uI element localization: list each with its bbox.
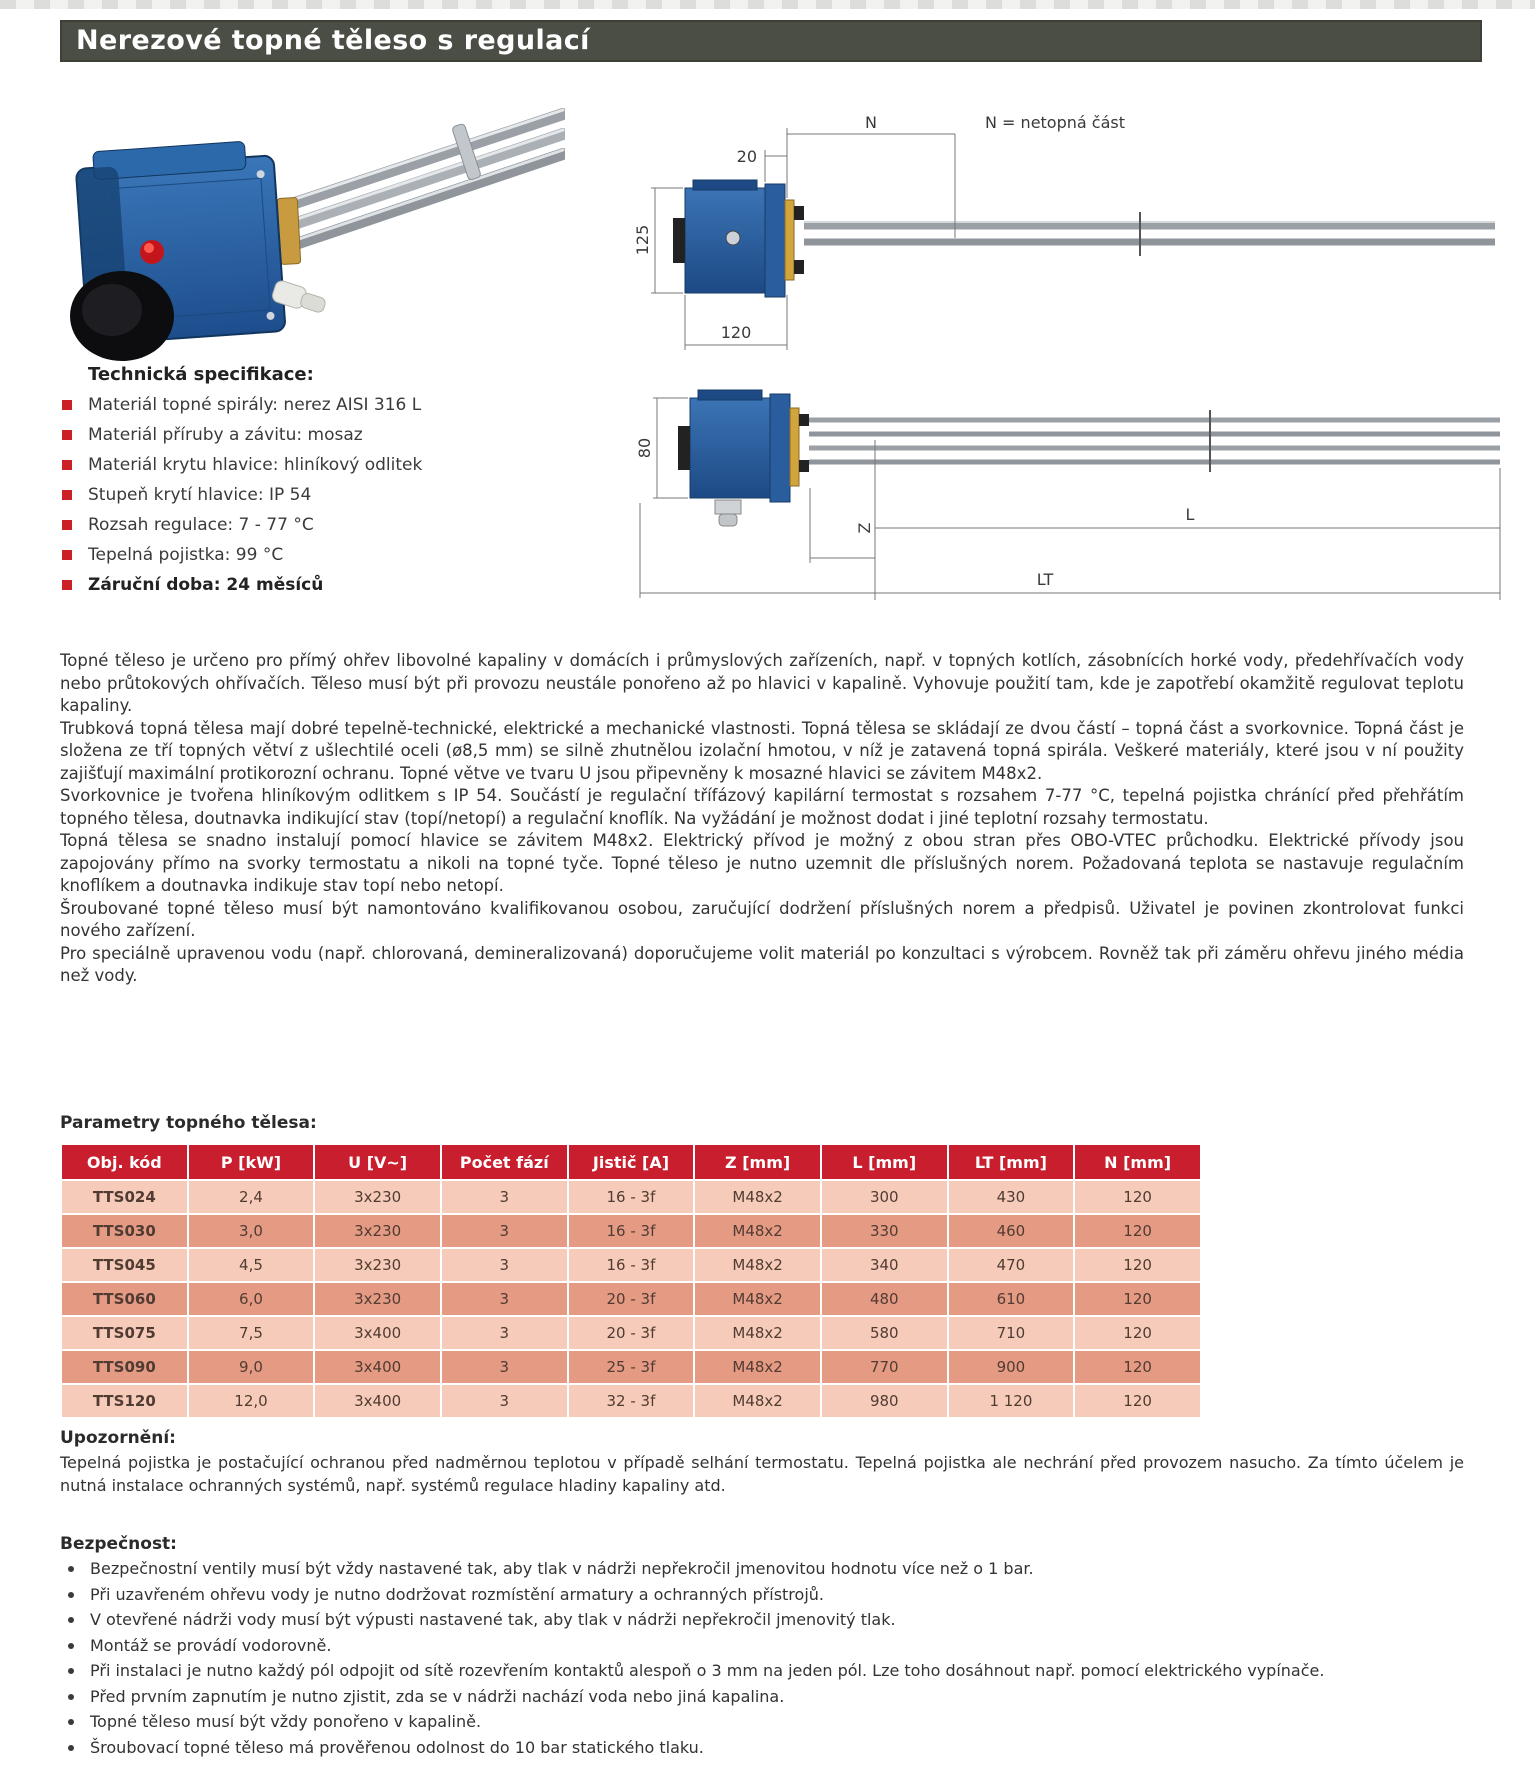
table-cell: 430 [949, 1181, 1074, 1213]
table-cell: 25 - 3f [569, 1351, 694, 1383]
bullet-dot-icon [68, 1694, 74, 1700]
table-cell: 120 [1075, 1283, 1200, 1315]
bullet-dot-icon [68, 1719, 74, 1725]
safety-item-text: Montáž se provádí vodorovně. [90, 1635, 332, 1655]
bullet-square-icon [62, 580, 72, 590]
spec-item-text: Záruční doba: 24 měsíců [88, 575, 324, 595]
table-row [62, 1351, 1200, 1383]
description-paragraph: Trubková topná tělesa mají dobré tepelně-technické, elektrické a mechanické vlastnosti. Topná tělesa se skládají ze dvou částí – topná část a svorkovnice. Topná část je složena ze tří topných větví z ušlechtilé oceli (ø8,5 mm) se silně zhutnělou izolační hmotou, v níž je zatavená topná spirála. Veškeré materiály, které jsou v ní použity zajišťují maximální protikorozní ochranu. Topné větve ve tvaru U jsou připevněny k mosazné hlavici se závitem M48x2. [60, 718, 1464, 783]
table-cell: 3 [442, 1283, 567, 1315]
bullet-dot-icon [68, 1668, 74, 1674]
table-cell: TTS090 [62, 1351, 187, 1383]
table-cell: TTS120 [62, 1385, 187, 1417]
table-cell: 3 [442, 1317, 567, 1349]
bullet-dot-icon [68, 1643, 74, 1649]
safety-item-text: Topné těleso musí být vždy ponořeno v kapalině. [90, 1712, 482, 1731]
table-cell: 3x400 [315, 1351, 440, 1383]
spec-item-text: Stupeň krytí hlavice: IP 54 [88, 485, 312, 505]
table-cell: M48x2 [695, 1385, 820, 1417]
bullet-dot-icon [68, 1617, 74, 1623]
safety-heading: Bezpečnost: [60, 1534, 177, 1554]
dim-l-label: L [1185, 505, 1195, 524]
table-cell: 16 - 3f [569, 1249, 694, 1281]
table-cell: 120 [1075, 1351, 1200, 1383]
spec-item [62, 455, 562, 476]
table-cell: 480 [822, 1283, 947, 1315]
table-cell: 16 - 3f [569, 1215, 694, 1247]
table-header-cell: U [V~] [315, 1145, 440, 1179]
safety-item-text: V otevřené nádrži vody musí být výpusti nastavené tak, aby tlak v nádrži nepřekročil jmenovitý tlak. [90, 1610, 896, 1629]
table-cell: 3,0 [189, 1215, 314, 1247]
table-header-cell: Obj. kód [62, 1145, 187, 1179]
table-cell: M48x2 [695, 1283, 820, 1315]
dim-120-label: 120 [720, 323, 752, 342]
table-cell: 330 [822, 1215, 947, 1247]
table-cell: 9,0 [189, 1351, 314, 1383]
safety-item [60, 1737, 1464, 1760]
dim-125-label: 125 [633, 224, 652, 256]
table-cell: TTS060 [62, 1283, 187, 1315]
table-row [62, 1215, 1200, 1247]
drawing-view-bottom [678, 390, 1500, 526]
description-paragraph: Topné těleso je určeno pro přímý ohřev libovolné kapaliny v domácích i průmyslových zařízeních, např. v topných kotlích, zásobnících horké vody, předehřívačích vody nebo průtokových ohřívačích. Těleso musí být při provozu neustále ponořeno až po hlavici v kapalině. Vyhovuje použití tam, kde je zapotřebí okamžitě regulovat teplotu kapaliny. [60, 651, 1464, 715]
params-table [60, 1143, 1202, 1419]
bullet-square-icon [62, 520, 72, 530]
safety-item [60, 1711, 1464, 1734]
bullet-dot-icon [68, 1745, 74, 1751]
table-cell: 3x400 [315, 1385, 440, 1417]
table-cell: 3x230 [315, 1249, 440, 1281]
table-cell: 3 [442, 1385, 567, 1417]
table-cell: 3 [442, 1181, 567, 1213]
table-cell: 3 [442, 1249, 567, 1281]
safety-section [60, 1534, 1464, 1762]
dim-z-label: Z [855, 522, 874, 534]
table-cell: 20 - 3f [569, 1317, 694, 1349]
table-cell: 12,0 [189, 1385, 314, 1417]
table-cell: 120 [1075, 1215, 1200, 1247]
bullet-square-icon [62, 490, 72, 500]
drawing-view-top [673, 180, 1495, 297]
safety-list [60, 1558, 1464, 1759]
table-cell: 980 [822, 1385, 947, 1417]
table-cell: 120 [1075, 1385, 1200, 1417]
page-title: Nerezové topné těleso s regulací [60, 20, 1482, 62]
indicator-light-icon [140, 240, 164, 264]
table-cell: 3 [442, 1351, 567, 1383]
table-header-cell: L [mm] [822, 1145, 947, 1179]
spec-section [62, 364, 562, 605]
table-cell: 1 120 [949, 1385, 1074, 1417]
table-cell: 6,0 [189, 1283, 314, 1315]
table-cell: 770 [822, 1351, 947, 1383]
dim-n-note: N = netopná část [985, 113, 1125, 132]
dim-lt-label: LT [1036, 570, 1054, 589]
safety-item [60, 1609, 1464, 1632]
table-header-cell: Z [mm] [695, 1145, 820, 1179]
table-cell: 3x400 [315, 1317, 440, 1349]
table-row [62, 1283, 1200, 1315]
table-cell: 580 [822, 1317, 947, 1349]
table-header-cell: P [kW] [189, 1145, 314, 1179]
spec-item [62, 545, 562, 566]
table-cell: 20 - 3f [569, 1283, 694, 1315]
table-header-cell: LT [mm] [949, 1145, 1074, 1179]
table-cell: M48x2 [695, 1351, 820, 1383]
safety-item [60, 1686, 1464, 1709]
description [60, 650, 1464, 988]
table-cell: 16 - 3f [569, 1181, 694, 1213]
spec-item-text: Materiál krytu hlavice: hliníkový odlitek [88, 455, 423, 475]
table-cell: M48x2 [695, 1249, 820, 1281]
table-cell: 300 [822, 1181, 947, 1213]
control-knob-icon [70, 271, 174, 361]
params-table-body [62, 1181, 1200, 1417]
spec-list [62, 395, 562, 596]
table-cell: 2,4 [189, 1181, 314, 1213]
table-cell: 470 [949, 1249, 1074, 1281]
description-paragraph: Topná tělesa se snadno instalují pomocí hlavice se závitem M48x2. Elektrický přívod je možný z obou stran přes OBO-VTEC průchodku. Elektrické přívody jsou zapojovány přímo na svorky termostatu a nikoli na topné tyče. Topné těleso je nutno uzemnit dle příslušných norem. Požadovaná teplota se nastavuje regulačním knoflíkem a doutnavka indikuje stav topí nebo netopí. [60, 831, 1464, 895]
warning-heading: Upozornění: [60, 1428, 176, 1448]
bullet-square-icon [62, 550, 72, 560]
safety-item-text: Při uzavřeném ohřevu vody je nutno dodržovat rozmístění armatury a ochranných přístrojů. [90, 1584, 824, 1604]
bullet-dot-icon [68, 1566, 74, 1572]
table-cell: M48x2 [695, 1317, 820, 1349]
table-cell: 7,5 [189, 1317, 314, 1349]
spec-item-text: Materiál topné spirály: nerez AISI 316 L [88, 395, 422, 415]
dim-80-label: 80 [635, 437, 654, 459]
table-cell: M48x2 [695, 1181, 820, 1213]
spec-item [62, 485, 562, 506]
table-cell: 120 [1075, 1317, 1200, 1349]
table-row [62, 1181, 1200, 1213]
description-paragraph: Šroubované topné těleso musí být namontováno kvalifikovanou osobou, zaručující dodržení příslušných norem a předpisů. Uživatel je povinen zkontrolovat funkci nového zařízení. [60, 898, 1464, 940]
safety-item [60, 1660, 1464, 1683]
warning-text: Tepelná pojistka je postačující ochranou před nadměrnou teplotou v případě selhání termostatu. Tepelná pojistka ale nechrání před provozem nasucho. Za tímto účelem je nutná instalace ochranných systémů, např. systémů regulace hladiny kapaliny atd. [60, 1453, 1464, 1495]
table-row [62, 1317, 1200, 1349]
spec-item-text: Materiál příruby a závitu: mosaz [88, 425, 363, 445]
warning-section [60, 1428, 1464, 1497]
description-paragraph: Pro speciálně upravenou vodu (např. chlorovaná, demineralizovaná) doporučujeme volit materiál po konzultaci s výrobcem. Rovněž tak při záměru ohřevu jiného média než vody. [60, 943, 1464, 985]
params-heading: Parametry topného tělesa: [60, 1113, 317, 1133]
table-cell: 3 [442, 1215, 567, 1247]
description-paragraph: Svorkovnice je tvořena hliníkovým odlitkem s IP 54. Součástí je regulační třífázový kapilární termostat s rozsahem 7-77 °C, tepelná pojistka chránící před přehřátím topného tělesa, doutnavka indikující stav (topí/netopí) a regulační knoflík. Na vyžádání je možnost dodat i jiné teplotní rozsahy termostatu. [60, 786, 1464, 828]
spec-heading: Technická specifikace: [88, 364, 314, 385]
table-cell: 3x230 [315, 1215, 440, 1247]
table-row [62, 1385, 1200, 1417]
table-cell: 340 [822, 1249, 947, 1281]
table-cell: 3x230 [315, 1283, 440, 1315]
table-cell: 120 [1075, 1181, 1200, 1213]
table-header-cell: Počet fází [442, 1145, 567, 1179]
bullet-square-icon [62, 460, 72, 470]
spec-item [62, 575, 562, 596]
safety-item-text: Bezpečnostní ventily musí být vždy nastavené tak, aby tlak v nádrži nepřekročil jmenovitou hodnotu více než o 1 bar. [90, 1559, 1034, 1578]
safety-item [60, 1584, 1464, 1607]
table-cell: 610 [949, 1283, 1074, 1315]
table-cell: 120 [1075, 1249, 1200, 1281]
spec-item [62, 425, 562, 446]
spec-item [62, 515, 562, 536]
table-cell: 710 [949, 1317, 1074, 1349]
spec-item [62, 395, 562, 416]
heater-rods-icon [292, 110, 563, 244]
table-cell: 4,5 [189, 1249, 314, 1281]
table-cell: TTS030 [62, 1215, 187, 1247]
table-cell: TTS075 [62, 1317, 187, 1349]
dim-n-label: N [865, 113, 877, 132]
tech-drawing [565, 88, 1515, 633]
bullet-square-icon [62, 400, 72, 410]
safety-item [60, 1635, 1464, 1658]
bullet-dot-icon [68, 1592, 74, 1598]
params-table-head [62, 1145, 1200, 1179]
table-cell: TTS024 [62, 1181, 187, 1213]
table-row [62, 1249, 1200, 1281]
product-photo [60, 84, 565, 362]
safety-item-text: Před prvním zapnutím je nutno zjistit, zda se v nádrži nachází voda nebo jiná kapalina. [90, 1686, 785, 1706]
safety-item [60, 1558, 1464, 1581]
table-cell: 32 - 3f [569, 1385, 694, 1417]
table-cell: 460 [949, 1215, 1074, 1247]
bullet-square-icon [62, 430, 72, 440]
safety-item-text: Šroubovací topné těleso má prověřenou odolnost do 10 bar statického tlaku. [90, 1737, 704, 1757]
spec-item-text: Rozsah regulace: 7 - 77 °C [88, 515, 314, 535]
table-cell: TTS045 [62, 1249, 187, 1281]
dim-20-label: 20 [736, 147, 757, 166]
table-cell: 3x230 [315, 1181, 440, 1213]
table-cell: 900 [949, 1351, 1074, 1383]
table-header-cell: N [mm] [1075, 1145, 1200, 1179]
scan-edge-strip [0, 0, 1535, 9]
header-row [62, 1145, 1200, 1179]
table-cell: M48x2 [695, 1215, 820, 1247]
spec-item-text: Tepelná pojistka: 99 °C [88, 545, 284, 565]
table-header-cell: Jistič [A] [569, 1145, 694, 1179]
safety-item-text: Při instalaci je nutno každý pól odpojit od sítě rozevřením kontaktů alespoň o 3 mm na jeden pól. Lze toho dosáhnout např. pomocí elektrického vypínače. [90, 1661, 1325, 1680]
